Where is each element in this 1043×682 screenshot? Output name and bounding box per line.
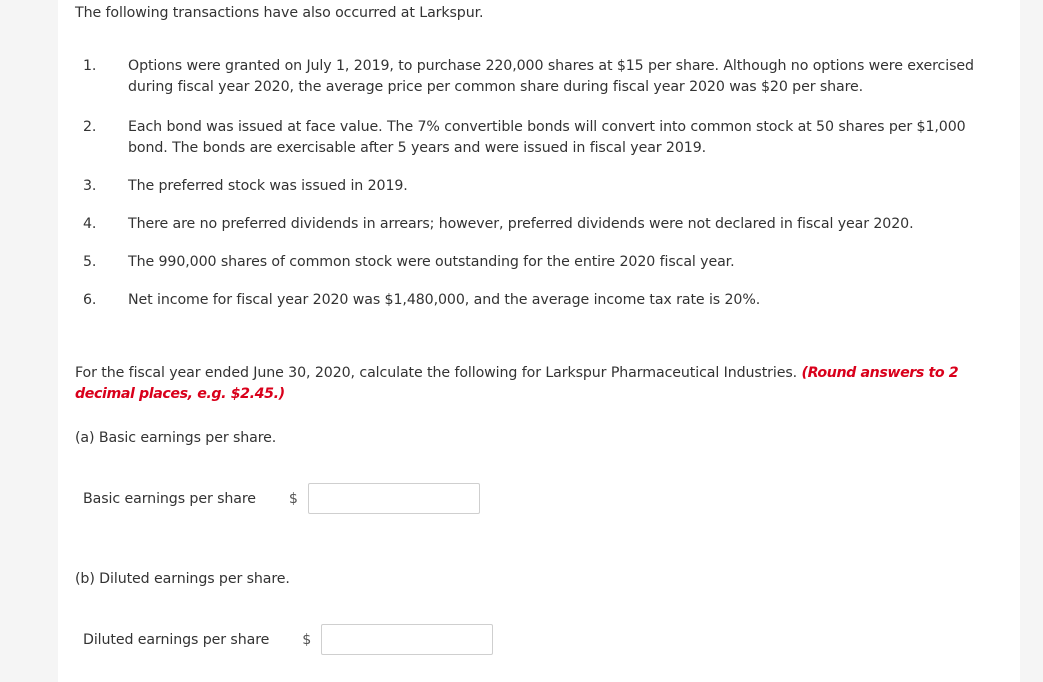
transaction-item-2 xyxy=(75,117,1005,159)
transaction-number: 4. xyxy=(83,216,97,232)
transaction-item-3 xyxy=(75,176,1005,197)
basic-eps-field-label: Basic earnings per share xyxy=(83,490,256,507)
transaction-text: Net income for fiscal year 2020 was $1,480,000, and the average income tax rate is 20%. xyxy=(128,292,761,308)
transaction-text: The preferred stock was issued in 2019. xyxy=(128,178,408,194)
dollar-sign: $ xyxy=(302,631,312,648)
transaction-text: Options were granted on July 1, 2019, to purchase 220,000 shares at $15 per share. Although no options were exercised during fiscal year 2020, the average price per common share during fiscal year 2020 was $20 per share. xyxy=(128,58,974,95)
basic-eps-row xyxy=(83,483,480,514)
question-prompt xyxy=(75,363,1005,405)
rounding-hint: (Round answers to 2 decimal places, e.g. $2.45.) xyxy=(75,365,959,402)
diluted-eps-row xyxy=(83,624,493,655)
transaction-number: 3. xyxy=(83,178,97,194)
transaction-number: 5. xyxy=(83,254,97,270)
transaction-text: Each bond was issued at face value. The 7% convertible bonds will convert into common stock at 50 shares per $1,000 bond. The bonds are exercisable after 5 years and were issued in fiscal year 2019. xyxy=(128,119,966,156)
basic-eps-input[interactable] xyxy=(308,483,480,514)
transaction-item-6 xyxy=(75,290,1005,311)
transaction-item-1 xyxy=(75,56,1005,98)
transaction-text: The 990,000 shares of common stock were outstanding for the entire 2020 fiscal year. xyxy=(128,254,735,270)
transaction-item-5 xyxy=(75,252,1005,273)
transaction-number: 6. xyxy=(83,292,97,308)
question-text: For the fiscal year ended June 30, 2020, calculate the following for Larkspur Pharmaceutical Industries. xyxy=(75,365,798,381)
dollar-sign: $ xyxy=(288,490,298,507)
intro-text: The following transactions have also occurred at Larkspur. xyxy=(75,5,484,21)
transaction-number: 1. xyxy=(83,58,97,74)
part-a-label: (a) Basic earnings per share. xyxy=(75,430,277,446)
transaction-number: 2. xyxy=(83,119,97,135)
diluted-eps-field-label: Diluted earnings per share xyxy=(83,631,270,648)
transaction-text: There are no preferred dividends in arrears; however, preferred dividends were not declared in fiscal year 2020. xyxy=(128,216,914,232)
transaction-list xyxy=(75,56,1005,311)
part-b-label: (b) Diluted earnings per share. xyxy=(75,571,290,587)
transaction-item-4 xyxy=(75,214,1005,235)
diluted-eps-input[interactable] xyxy=(321,624,493,655)
